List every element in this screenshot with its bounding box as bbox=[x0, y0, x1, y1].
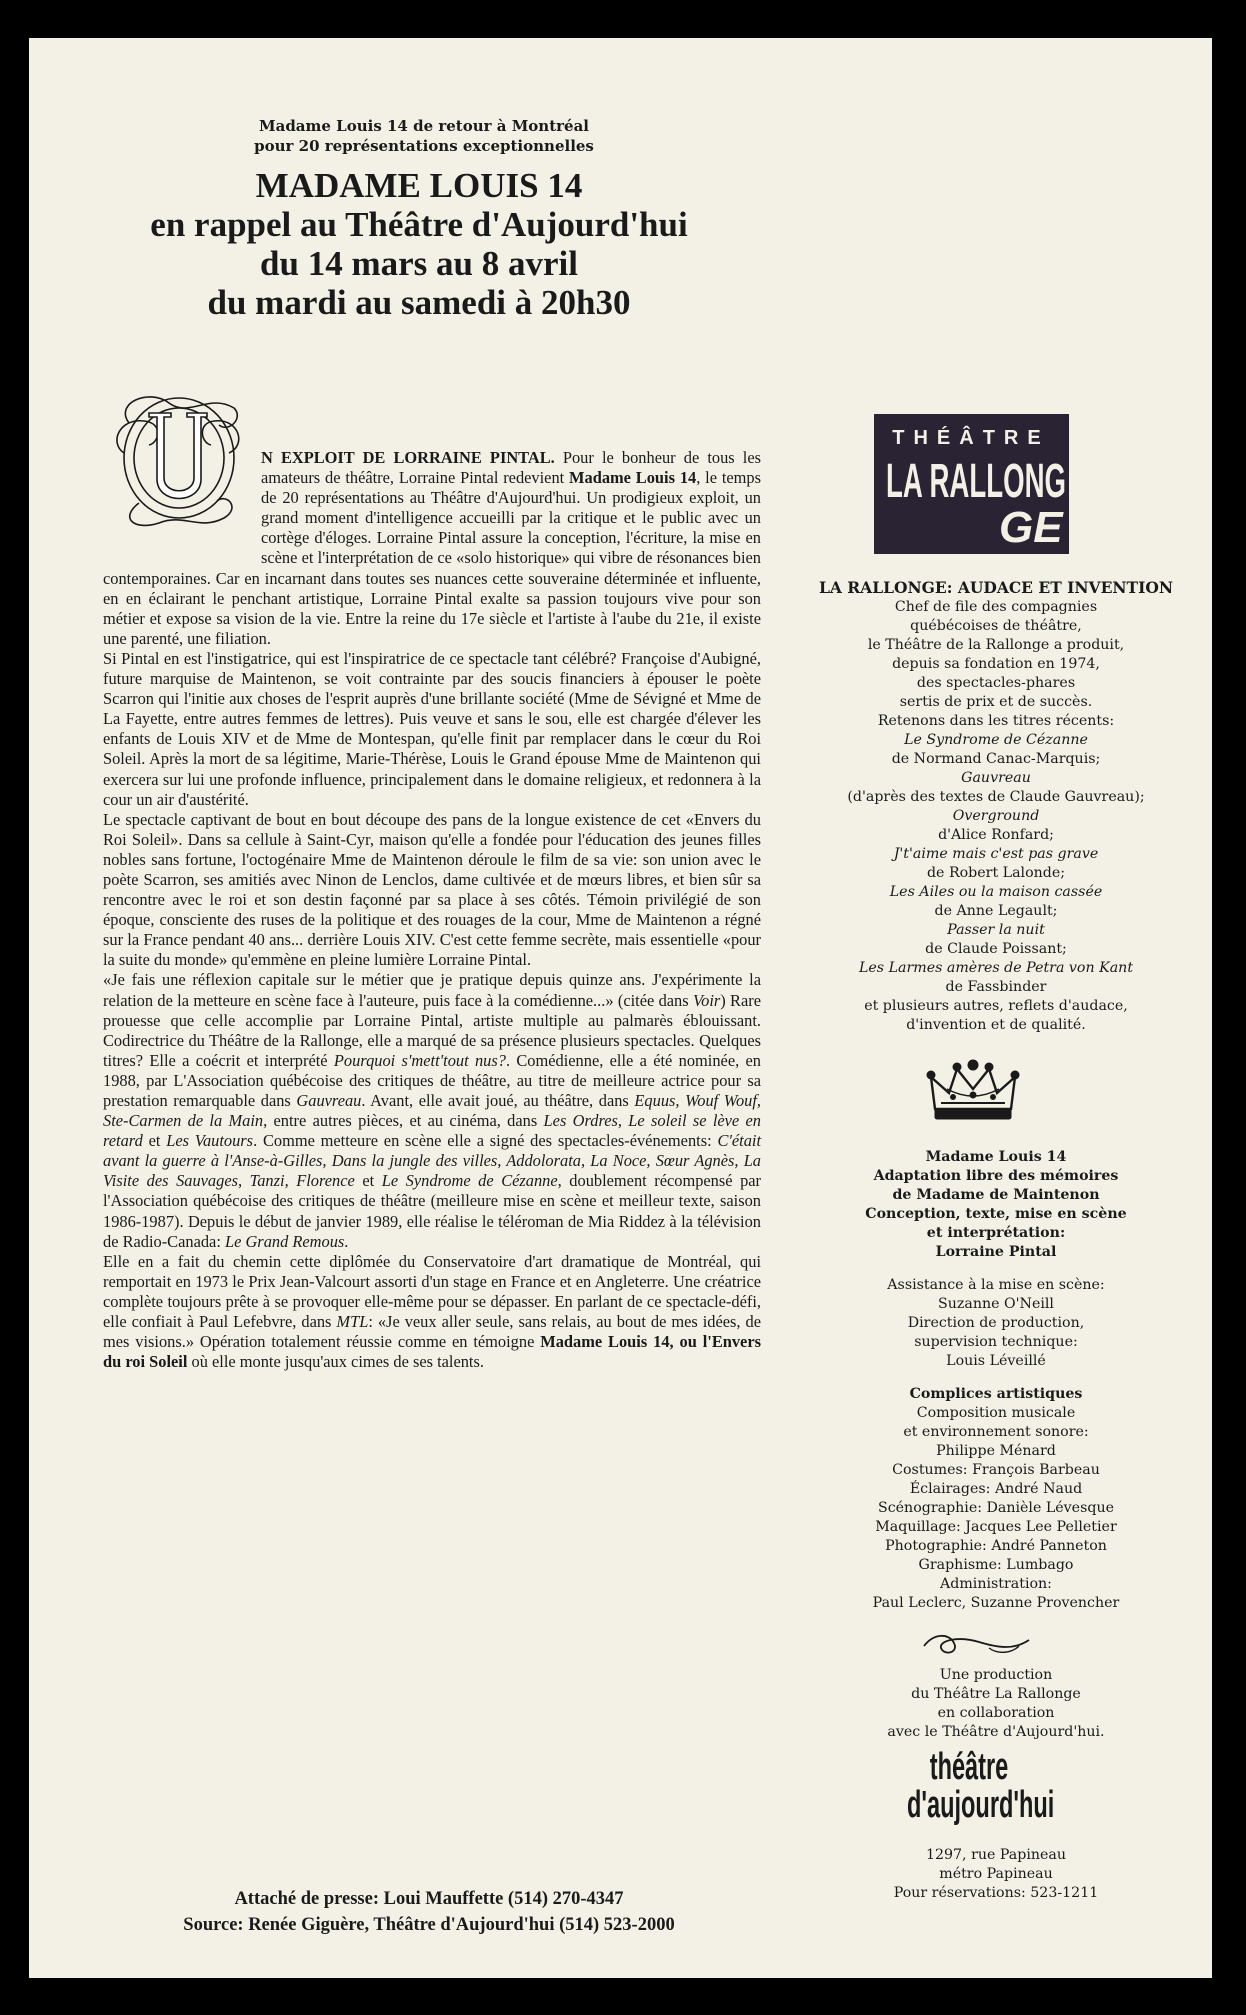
logo2-line2: d'aujourd'hui bbox=[907, 1784, 1055, 1826]
show-credits bbox=[781, 1148, 1211, 1613]
complice-line: Administration: bbox=[940, 1576, 1052, 1592]
complice-line: Éclairages: André Naud bbox=[909, 1481, 1083, 1497]
article-italic: Les Ordres, Le soleil se lève en retard bbox=[103, 1111, 762, 1151]
rallonge-intro-line: sertis de prix et de succès. bbox=[899, 694, 1093, 710]
rallonge-intro-line: Chef de file des compagnies bbox=[894, 599, 1098, 615]
article-body bbox=[103, 448, 761, 1372]
headline-line1: MADAME LOUIS 14 bbox=[255, 166, 583, 205]
article-text: où elle monte jusqu'aux cimes de ses talents. bbox=[187, 1352, 484, 1372]
rallonge-author: de Claude Poissant; bbox=[925, 941, 1067, 957]
production-line: du Théâtre La Rallonge bbox=[911, 1686, 1081, 1702]
complice-line: et environnement sonore: bbox=[903, 1424, 1089, 1440]
headline bbox=[69, 166, 769, 322]
address-line: métro Papineau bbox=[939, 1866, 1053, 1882]
rallonge-title: Les Larmes amères de Petra von Kant bbox=[858, 960, 1134, 976]
top-note-line2: pour 20 représentations exceptionnelles bbox=[254, 137, 594, 155]
press-attache: Attaché de presse: Loui Mauffette (514) 270-4347 bbox=[234, 1889, 624, 1909]
complices-heading: Complices artistiques bbox=[909, 1386, 1083, 1402]
credit-line: Madame Louis 14 bbox=[925, 1149, 1067, 1165]
article-italic: Les Vautours bbox=[166, 1131, 254, 1151]
headline-line4: du mardi au samedi à 20h30 bbox=[207, 283, 631, 322]
rallonge-intro-line: des spectacles-phares bbox=[916, 675, 1076, 691]
logo-main-text: LA RALLONG bbox=[886, 455, 1066, 508]
credit-line: Conception, texte, mise en scène bbox=[865, 1206, 1127, 1222]
article-text: ) Rare prouesse que celle accomplie par Lorraine Pintal, artiste multiple au palmarès éblouissant. Codirectrice du Théâtre de la Rallonge, elle a marqué de sa présence plusieurs spectacles. Quelques titres? Elle a coécrit et interprété bbox=[103, 990, 761, 1070]
rallonge-author: d'Alice Ronfard; bbox=[938, 827, 1054, 843]
complice-line: Composition musicale bbox=[916, 1405, 1076, 1421]
article-text: Elle en a fait du chemin cette diplômée du Conservatoire d'art dramatique de Montréal, qui remportait en 1973 le Prix Jean-Valcourt assorti d'un stage en France et en Angleterre. Une créatrice complète toujours prête à se provoquer elle-même pour se dépasser. En parlant de ce spectacle-défi, elle confiait à Paul Lefebvre, dans bbox=[103, 1251, 761, 1332]
rallonge-title: Les Ailes ou la maison cassée bbox=[889, 884, 1103, 900]
rallonge-title: Passer la nuit bbox=[947, 922, 1045, 938]
complice-line: Graphisme: Lumbago bbox=[918, 1557, 1074, 1573]
production-note bbox=[781, 1666, 1211, 1742]
staff-line: supervision technique: bbox=[914, 1334, 1078, 1350]
poster-page bbox=[29, 38, 1212, 1978]
complice-line: Paul Leclerc, Suzanne Provencher bbox=[872, 1595, 1120, 1611]
production-line: en collaboration bbox=[937, 1705, 1055, 1721]
article-text: et bbox=[354, 1171, 382, 1191]
complice-line: Maquillage: Jacques Lee Pelletier bbox=[875, 1519, 1117, 1535]
article-show-title: Madame Louis 14 bbox=[569, 468, 697, 488]
staff-line: Direction de production, bbox=[907, 1315, 1085, 1331]
logo-top-text: THÉÂTRE bbox=[892, 427, 1050, 449]
rallonge-heading: LA RALLONGE: AUDACE ET INVENTION bbox=[818, 578, 1174, 597]
article-text: , le temps de 20 représentations au Théâtre d'Aujourd'hui. Un prodigieux exploit, un grand moment d'intelligence accueilli par la critique et le public avec un cortège d'éloges. Lorraine Pintal assure la conception, l'écriture, la mise en scène et l'interprétation de ce «solo historique» qui vibre de résonances bien contemporaines. Car en incarnant dans toutes ses nuances cette souveraine déterminée et influente, en en éclairant le penchant artistique, Lorraine Pintal exalte sa passion toujours vive pour son métier et expose sa vision de la vie. Entre la reine du 17e siècle et l'artiste à l'aube du 21e, il existe une parenté, une filiation. bbox=[103, 468, 761, 648]
rallonge-description bbox=[781, 598, 1211, 1035]
address-line: Pour réservations: 523-1211 bbox=[893, 1885, 1099, 1901]
article-text: «Je fais une réflexion capitale sur le métier que je pratique depuis quinze ans. J'expérimente la relation de la metteure en scène face à l'auteure, puis face à la comédienne...» (citée dans bbox=[103, 970, 761, 1010]
article-italic: Gauvreau bbox=[296, 1091, 362, 1110]
rallonge-author: (d'après des textes de Claude Gauvreau); bbox=[847, 789, 1145, 805]
article-text: et bbox=[142, 1131, 167, 1151]
article-paragraph-2: Si Pintal en est l'instigatrice, qui est l'inspiratrice de ce spectacle tant célébré? Françoise d'Aubigné, future marquise de Maintenon, se voit contrainte par des soucis financiers à épouser le poète Scarron qui l'initie aux choses de l'esprit auprès d'une brillante société (Mme de Sévigné et Mme de La Fayette, entre autres femmes de lettres). Puis veuve et sans le sou, elle est chargée d'élever les enfants de Louis XIV et de Mme de Montespan, qu'elle finit par remplacer dans le cœur du Roi Soleil. Après la mort de sa légitime, Marie-Thérèse, Louis le Grand épouse Mme de Maintenon qui exercera sur lui une profonde influence, principalement dans le domaine religieux, et redonnera à la cour un air d'austérité. bbox=[103, 648, 761, 809]
rallonge-author: de Normand Canac-Marquis; bbox=[891, 751, 1101, 767]
article-text: : «Je veux aller seule, sans relais, au bout de mes idées, de mes visions.» Opération totalement réussie comme en témoigne bbox=[103, 1312, 761, 1352]
rallonge-author: de Anne Legault; bbox=[934, 903, 1058, 919]
rallonge-author: de Robert Lalonde; bbox=[926, 865, 1066, 881]
article-text: , doublement récompensé par l'Association québécoise des critiques de théâtre (meilleure mise en scène et meilleur texte, saison 1986-1987). Depuis le début de janvier 1989, elle réalise le téléroman de Mia Riddez à la télévision de Radio-Canada: bbox=[103, 1171, 762, 1251]
press-source: Source: Renée Giguère, Théâtre d'Aujourd'hui (514) 523-2000 bbox=[183, 1915, 675, 1935]
address-line: 1297, rue Papineau bbox=[925, 1847, 1067, 1863]
crown-icon bbox=[927, 1059, 1019, 1125]
logo2-line1: théâtre bbox=[929, 1746, 1009, 1788]
credit-line: Adaptation libre des mémoires bbox=[873, 1168, 1119, 1184]
top-note bbox=[159, 116, 689, 156]
article-lead: N EXPLOIT DE LORRAINE PINTAL. bbox=[261, 448, 555, 467]
article-paragraph-4 bbox=[103, 970, 761, 1251]
article-italic: C'était avant la guerre à l'Anse-à-Gilles, Dans la jungle des villes, Addolorata, La Noce, Sœur Agnès, La Visite des Sauvages, Tanzi, Florence bbox=[103, 1131, 762, 1191]
article-italic: Voir bbox=[692, 990, 721, 1010]
rallonge-intro-line: québécoises de théâtre, bbox=[910, 618, 1082, 634]
article-paragraph-3: Le spectacle captivant de bout en bout découpe des pans de la longue existence de cet «Envers du Roi Soleil». Dans sa cellule à Saint-Cyr, maison qu'elle a fondée pour l'éducation des jeunes filles nobles sans fortune, l'octogénaire Mme de Maintenon déroule le film de sa vie: son union avec le poète Scarron, ses amitiés avec Ninon de Lenclos, dame cultivée et de mœurs libres, et bien sûr sa rencontre avec le roi et son destin façonné par sa place à ses côtés. Témoin privilégié de son époque, consciente des ruses de la politique et des rouages de la cour, Mme de Maintenon a régné sur la France pendant 40 ans... derrière Louis XIV. C'est cette femme secrète, mais essentielle «pour la suite du monde» qu'emmène en pleine lumière Lorraine Pintal. bbox=[103, 809, 761, 970]
complice-line: Photographie: André Panneton bbox=[885, 1538, 1107, 1554]
article-text: . Comme metteure en scène elle a signé des spectacles-événements: bbox=[253, 1131, 718, 1151]
article-text: , entre autres pièces, et au cinéma, dans bbox=[263, 1111, 544, 1131]
rallonge-intro-line: Retenons dans les titres récents: bbox=[877, 713, 1115, 729]
credit-line: de Madame de Maintenon bbox=[892, 1187, 1100, 1203]
article-paragraph-5 bbox=[103, 1252, 761, 1373]
production-line: Une production bbox=[939, 1667, 1053, 1683]
article-italic: Equus, Wouf Wouf, Ste-Carmen de la Main bbox=[103, 1091, 761, 1131]
logo-sub-text: GE bbox=[999, 503, 1063, 552]
article-italic: MTL bbox=[336, 1312, 369, 1332]
complice-line: Philippe Ménard bbox=[936, 1443, 1056, 1459]
headline-line2: en rappel au Théâtre d'Aujourd'hui bbox=[150, 205, 688, 244]
article-italic: Le Syndrome de Cézanne bbox=[381, 1171, 558, 1191]
production-line: avec le Théâtre d'Aujourd'hui. bbox=[887, 1724, 1105, 1740]
article-text: Pour le bonheur de tous les amateurs de théâtre, Lorraine Pintal redevient bbox=[261, 448, 762, 488]
headline-line3: du 14 mars au 8 avril bbox=[260, 244, 578, 283]
article-show-title: Madame Louis 14, ou l'Envers du roi Soleil bbox=[103, 1332, 761, 1372]
article-text: . Comédienne, elle a été nominée, en 1988, par L'Association québécoise des critiques de théâtre, au titre de meilleure actrice pour sa prestation remarquable dans bbox=[103, 1050, 761, 1110]
staff-line: Assistance à la mise en scène: bbox=[887, 1277, 1105, 1293]
article-text: . Avant, elle avait joué, au théâtre, dans bbox=[361, 1091, 635, 1110]
rallonge-author: de Fassbinder bbox=[945, 979, 1047, 995]
article-italic: Pourquoi s'mett'tout nus? bbox=[333, 1050, 506, 1070]
theatre-address bbox=[781, 1846, 1211, 1903]
rallonge-intro-line: le Théâtre de la Rallonge a produit, bbox=[867, 637, 1125, 653]
rallonge-intro-line: depuis sa fondation en 1974, bbox=[892, 656, 1100, 672]
theatre-aujourdhui-logo bbox=[907, 1746, 1055, 1836]
staff-line: Louis Léveillé bbox=[946, 1353, 1046, 1369]
staff-line: Suzanne O'Neill bbox=[938, 1296, 1054, 1312]
rallonge-title: J't'aime mais c'est pas grave bbox=[893, 846, 1099, 862]
rallonge-outro-line: et plusieurs autres, reflets d'audace, bbox=[864, 998, 1128, 1014]
article-italic: Le Grand Remous bbox=[224, 1231, 345, 1251]
theatre-la-rallonge-logo bbox=[874, 414, 1069, 554]
complice-line: Scénographie: Danièle Lévesque bbox=[878, 1500, 1114, 1516]
flourish-ornament-icon bbox=[919, 1628, 1034, 1658]
rallonge-title: Overground bbox=[952, 808, 1040, 824]
credit-line: Lorraine Pintal bbox=[935, 1244, 1057, 1260]
rallonge-title: Gauvreau bbox=[961, 770, 1031, 786]
rallonge-title: Le Syndrome de Cézanne bbox=[904, 732, 1088, 748]
press-contacts bbox=[89, 1886, 769, 1938]
complice-line: Costumes: François Barbeau bbox=[892, 1462, 1100, 1478]
credit-line: et interprétation: bbox=[926, 1225, 1066, 1241]
top-note-line1: Madame Louis 14 de retour à Montréal bbox=[259, 117, 589, 135]
article-text: . bbox=[344, 1231, 349, 1251]
rallonge-outro-line: d'invention et de qualité. bbox=[906, 1017, 1086, 1033]
